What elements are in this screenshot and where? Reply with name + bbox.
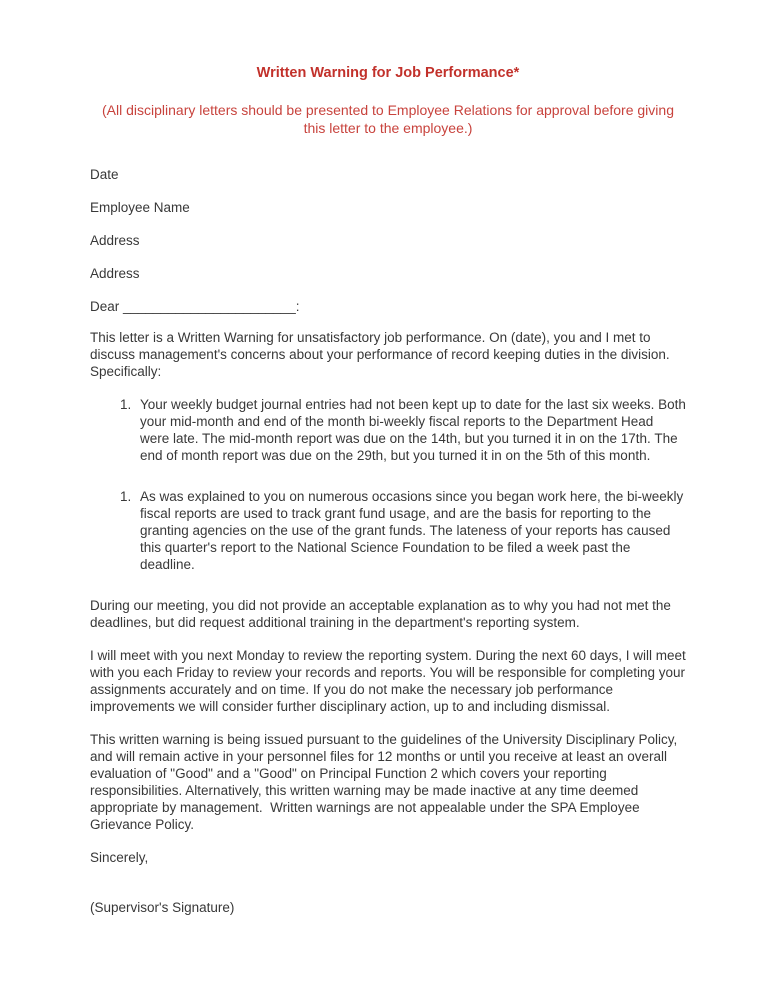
- item-text: As was explained to you on numerous occasions since you began work here, the bi-weekly fiscal reports are used to track grant fund usage, and are the basis for reporting to the granting agencies on the use of the grant funds. The lateness of your reports has caused this quarter's report to the National Science Foundation to be filed a week past the deadline.: [140, 489, 688, 572]
- document-title: Written Warning for Job Performance*: [256, 65, 520, 81]
- list-item: [90, 488, 686, 573]
- item-number: 1.: [120, 489, 132, 504]
- paragraph-improvement-plan: I will meet with you next Monday to review the reporting system. During the next 60 days, I will meet with you each Friday to review your records and reports. You will be responsible for completing your assignments accurately and on time. If you do not make the necessary job performance improvements we will consider further disciplinary action, up to and including dismissal.: [90, 648, 690, 714]
- paragraph-policy: This written warning is being issued pursuant to the guidelines of the University Disciplinary Policy, and will remain active in your personnel files for 12 months or until you receive at least an overall evaluation of "Good" and a "Good" on Principal Function 2 which covers your reporting responsibilities. Alternatively, this written warning may be made inactive at any time deemed appropriate by management. Written warnings are not appealable under the SPA Employee Grievance Policy.: [90, 732, 682, 832]
- item-text: Your weekly budget journal entries had not been kept up to date for the last six weeks. Both your mid-month and end of the month bi-weekly fiscal reports to the Department Head were late. The mid-month report was due on the 14th, but you turned it in on the 17th. The end of month report was due on the 29th, but you turned it in on the 5th of this month.: [140, 397, 690, 463]
- salutation-prefix: Dear: [90, 299, 124, 314]
- salutation-suffix: :: [295, 299, 300, 314]
- paragraph-meeting-outcome: During our meeting, you did not provide an acceptable explanation as to why you had not met the deadlines, but did request additional training in the department's reporting system.: [90, 598, 675, 630]
- field-date: Date: [90, 167, 119, 182]
- salutation-blank: _______________________: [123, 299, 296, 314]
- salutation: [90, 298, 686, 315]
- list-item: [90, 396, 690, 464]
- item-number: 1.: [120, 397, 132, 412]
- closing: Sincerely,: [90, 850, 149, 865]
- intro-paragraph: This letter is a Written Warning for unsatisfactory job performance. On (date), you and I met to discuss management's concerns about your performance of record keeping duties in the division. Specifically:: [90, 330, 674, 379]
- numbered-list-2: [90, 488, 686, 573]
- field-address-2: Address: [90, 266, 140, 281]
- approval-notice: (All disciplinary letters should be presented to Employee Relations for approval before giving this letter to the employee.): [102, 102, 674, 136]
- signature-line: (Supervisor's Signature): [90, 900, 235, 915]
- recipient-block: [90, 166, 686, 282]
- field-employee-name: Employee Name: [90, 200, 190, 215]
- field-address-1: Address: [90, 233, 140, 248]
- numbered-list-1: [90, 396, 690, 464]
